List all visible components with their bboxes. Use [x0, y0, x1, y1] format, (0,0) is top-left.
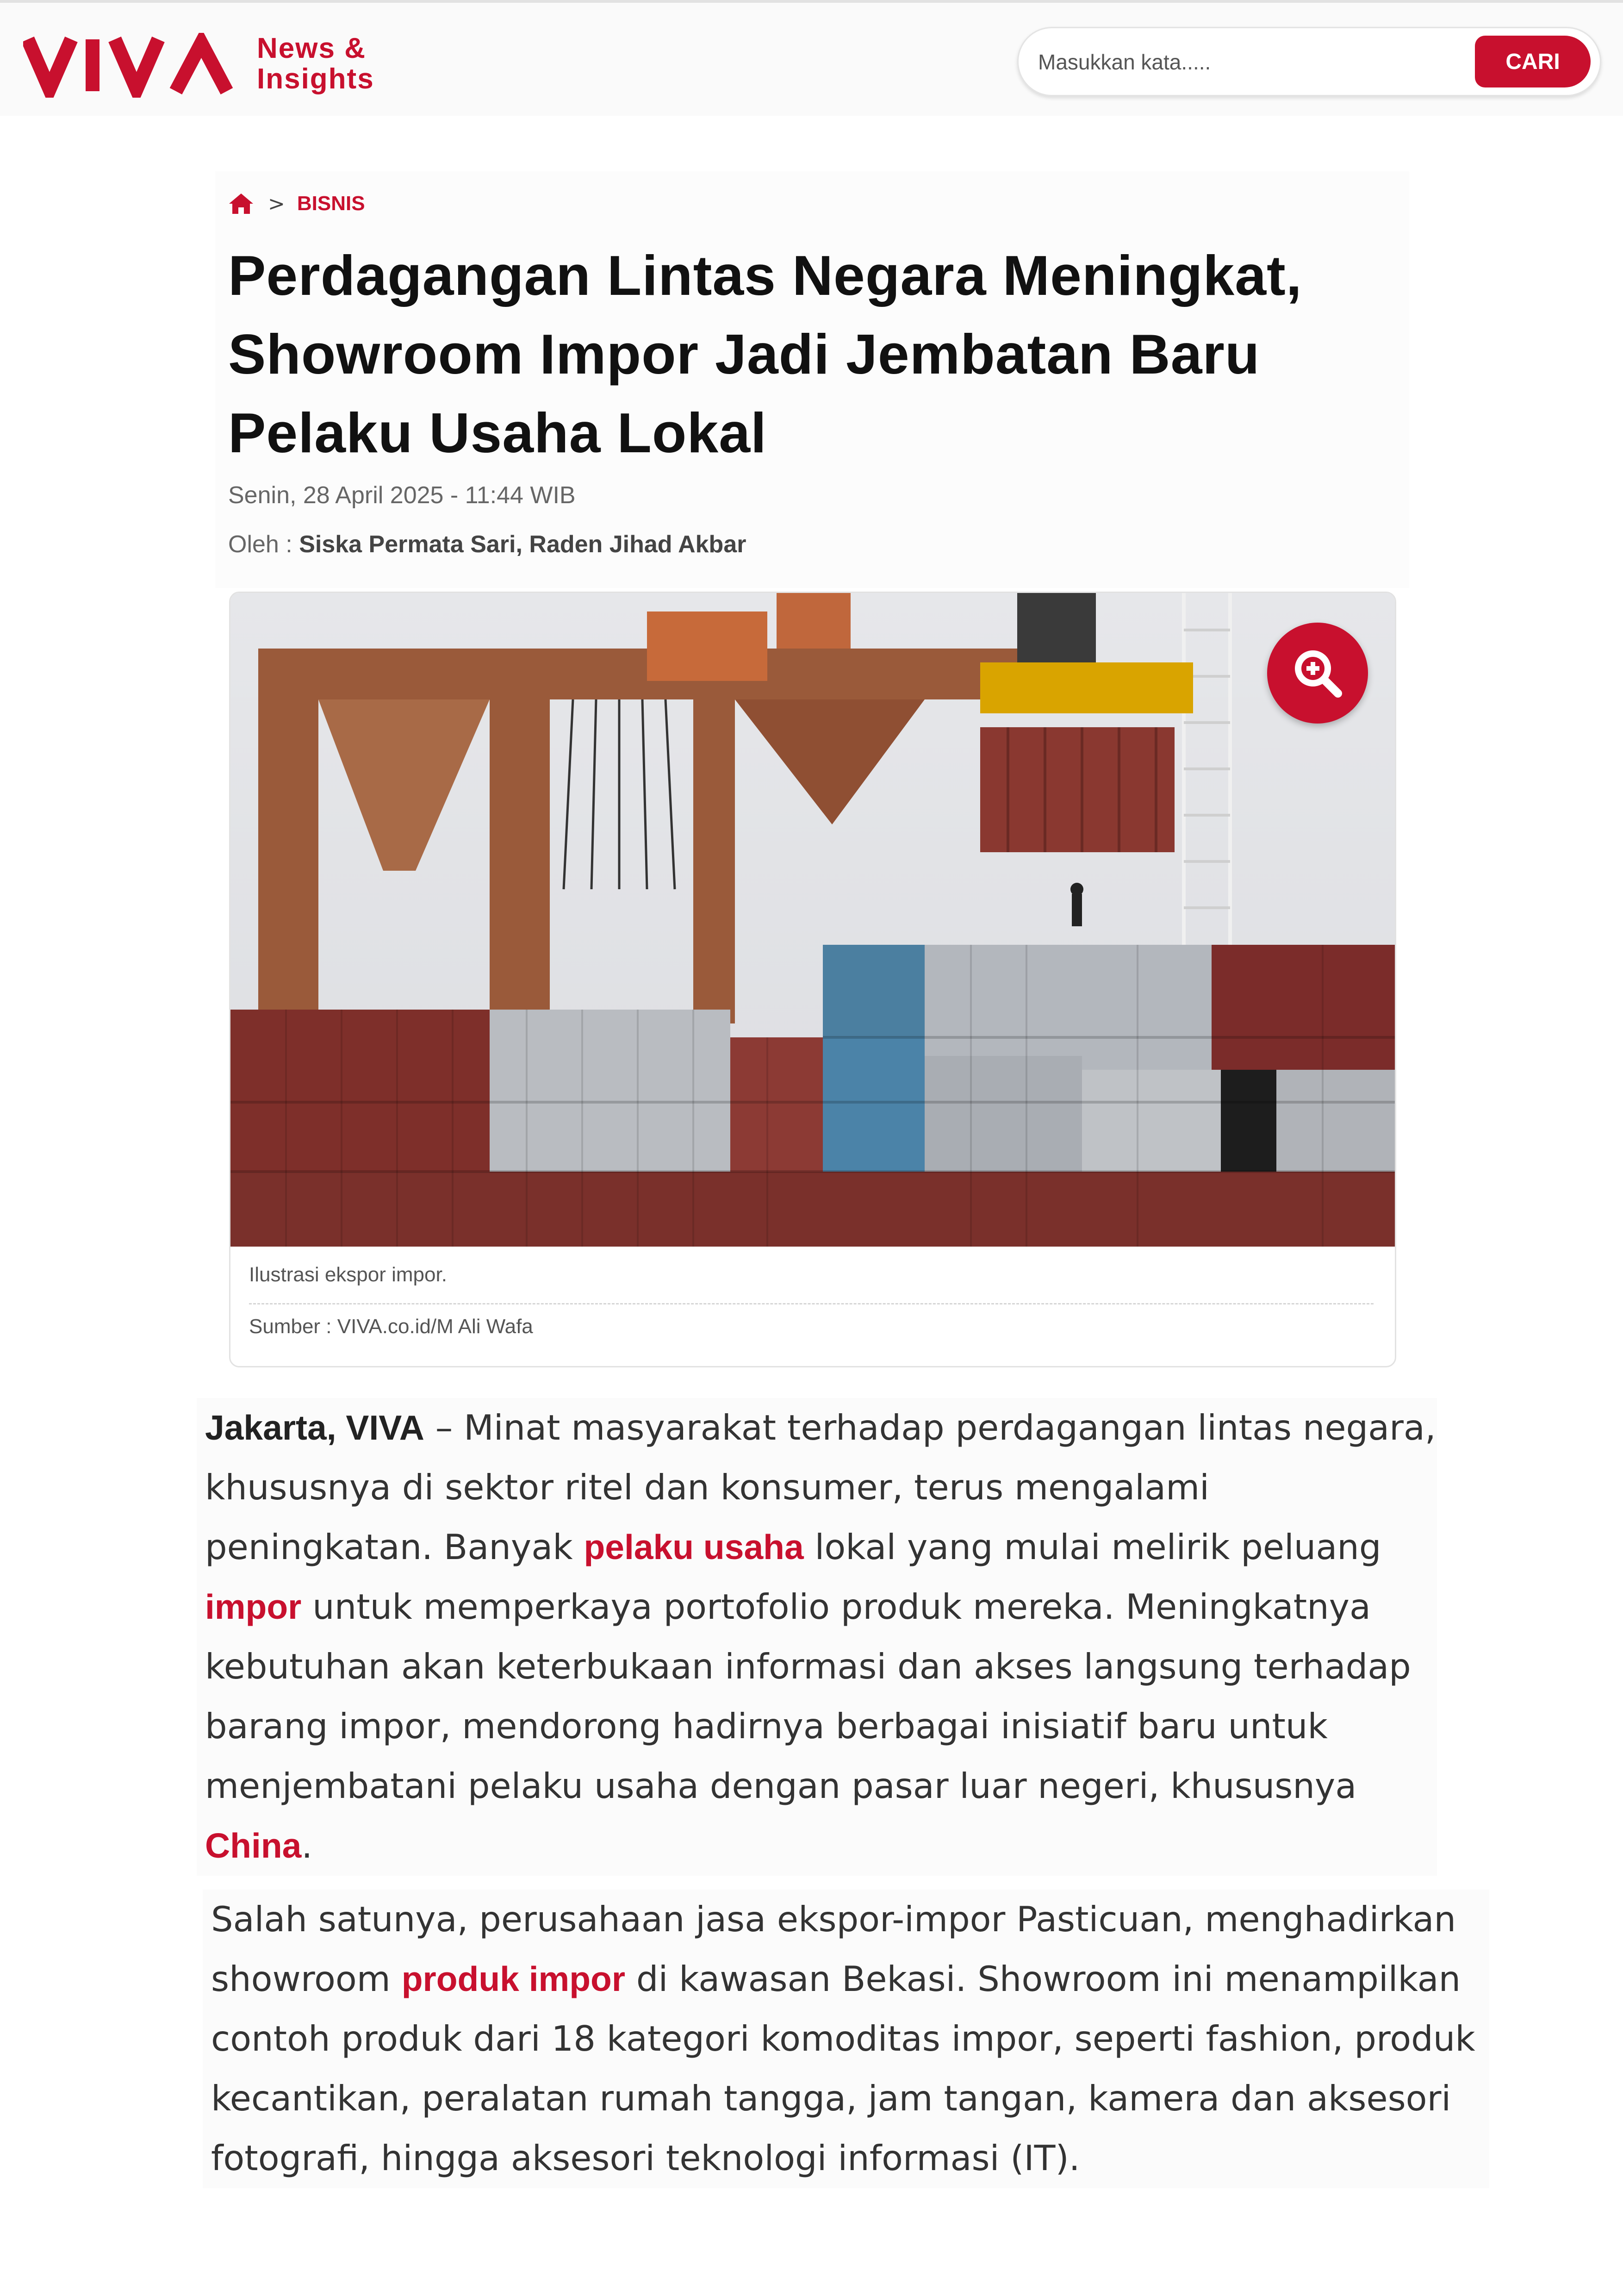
viva-logo-mark: [23, 33, 245, 98]
zoom-image-button[interactable]: [1267, 623, 1368, 724]
source-credit: VIVA.co.id/M Ali Wafa: [337, 1315, 533, 1338]
breadcrumb: [228, 190, 365, 218]
paragraph-text: – Minat masyarakat terhadap perdagangan lintas negara, khususnya di sektor ritel dan konsumer, terus mengalami peningkatan. Banyak: [205, 1407, 1436, 1567]
search-button[interactable]: CARI: [1475, 36, 1591, 87]
article-figure: [229, 592, 1396, 1367]
zoom-in-icon: [1290, 645, 1345, 701]
port-containers-photo[interactable]: [230, 593, 1395, 1247]
tag-link-pelaku-usaha[interactable]: pelaku usaha: [584, 1528, 804, 1566]
tag-link-produk-impor[interactable]: produk impor: [401, 1959, 626, 1998]
dateline: Jakarta, VIVA: [205, 1408, 424, 1447]
tag-link-impor[interactable]: impor: [205, 1587, 302, 1626]
article-byline: [228, 530, 746, 558]
tag-link-china[interactable]: China: [205, 1826, 302, 1865]
logo-insights-text: Insights: [257, 63, 374, 95]
article-paragraph-1: [197, 1398, 1437, 1876]
article-date: Senin, 28 April 2025 - 11:44 WIB: [228, 482, 576, 509]
site-header: [0, 0, 1623, 116]
byline-label: Oleh :: [228, 531, 292, 558]
breadcrumb-category-link[interactable]: BISNIS: [297, 192, 365, 215]
search-input[interactable]: [1037, 42, 1474, 82]
article-title: Perdagangan Lintas Negara Meningkat, Showroom Impor Jadi Jembatan Baru Pelaku Usaha Lokal: [228, 244, 1302, 464]
paragraph-text: .: [301, 1825, 313, 1866]
site-logo[interactable]: [23, 31, 403, 100]
byline-authors[interactable]: Siska Permata Sari, Raden Jihad Akbar: [299, 531, 746, 558]
paragraph-text: Salah satunya, perusahaan jasa ekspor-impor Pasticuan, menghadirkan showroom: [211, 1899, 1456, 1999]
image-source: [249, 1315, 533, 1338]
search-bar: [1017, 27, 1601, 96]
logo-news-text: News &: [257, 32, 366, 64]
paragraph-text: lokal yang mulai melirik peluang: [803, 1527, 1381, 1567]
source-label: Sumber :: [249, 1315, 332, 1338]
breadcrumb-separator: >: [268, 192, 285, 216]
image-caption: Ilustrasi ekspor impor.: [249, 1263, 447, 1286]
home-icon[interactable]: [228, 193, 254, 215]
caption-divider: [249, 1303, 1374, 1304]
article-header: [215, 171, 1409, 588]
article-paragraph-2: [203, 1890, 1489, 2188]
paragraph-text: untuk memperkaya portofolio produk mereka. Meningkatnya kebutuhan akan keterbukaan informasi dan akses langsung terhadap barang impor, mendorong hadirnya berbagai inisiatif baru untuk menjembatani pelaku usaha dengan pasar luar negeri, khususnya: [205, 1586, 1411, 1806]
paragraph-text: di kawasan Bekasi. Showroom ini menampilkan contoh produk dari 18 kategori komoditas impor, seperti fashion, produk kecantikan, peralatan rumah tangga, jam tangan, kamera dan aksesori fotografi, hingga aksesori teknologi informasi (IT).: [211, 1959, 1475, 2178]
